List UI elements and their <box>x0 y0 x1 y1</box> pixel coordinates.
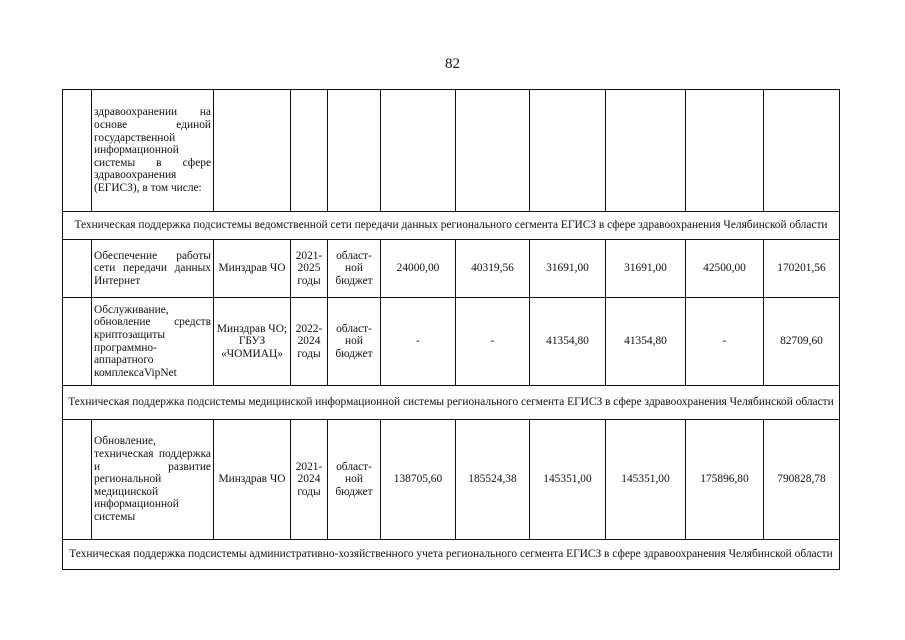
period-cell: 2021-2025 годы <box>291 240 328 298</box>
value-cell: 31691,00 <box>530 240 606 298</box>
executor-cell: Минздрав ЧО <box>214 240 291 298</box>
executor-cell: Минздрав ЧО; ГБУЗ «ЧОМИАЦ» <box>214 298 291 386</box>
row-number-cell <box>63 420 92 540</box>
value-cell: 170201,56 <box>764 240 840 298</box>
value-cell: 31691,00 <box>606 240 686 298</box>
value-cell <box>530 90 606 212</box>
page-number: 82 <box>445 56 460 72</box>
source-cell: област-ной бюджет <box>328 420 381 540</box>
value-cell: 185524,38 <box>456 420 530 540</box>
value-cell <box>381 90 456 212</box>
section-row <box>63 386 840 420</box>
row-number-cell <box>63 298 92 386</box>
value-cell: - <box>381 298 456 386</box>
executor-cell <box>214 90 291 212</box>
period-cell: 2022-2024 годы <box>291 298 328 386</box>
value-cell: 82709,60 <box>764 298 840 386</box>
value-cell: 41354,80 <box>530 298 606 386</box>
value-cell: 145351,00 <box>606 420 686 540</box>
item-name: Обновление, техническая поддержка и развитие региональной медицинской информационной системы <box>92 420 214 540</box>
value-cell: 42500,00 <box>686 240 764 298</box>
section-title: Техническая поддержка подсистемы административно-хозяйственного учета регионального сегмента ЕГИСЗ в сфере здравоохранения Челябинской области <box>63 540 840 570</box>
value-cell <box>686 90 764 212</box>
program-table <box>62 89 840 570</box>
value-cell: 138705,60 <box>381 420 456 540</box>
table-row <box>63 298 840 386</box>
value-cell: 790828,78 <box>764 420 840 540</box>
value-cell: 175896,80 <box>686 420 764 540</box>
table-row <box>63 90 840 212</box>
source-cell <box>328 90 381 212</box>
source-cell: област-ной бюджет <box>328 298 381 386</box>
value-cell: 24000,00 <box>381 240 456 298</box>
executor-cell: Минздрав ЧО <box>214 420 291 540</box>
section-title: Техническая поддержка подсистемы медицинской информационной системы регионального сегмента ЕГИСЗ в сфере здравоохранения Челябинской области <box>63 386 840 420</box>
period-cell <box>291 90 328 212</box>
value-cell <box>456 90 530 212</box>
value-cell: 41354,80 <box>606 298 686 386</box>
item-name: здравоохранении на основе единой государственной информационной системы в сфере здравоохранения (ЕГИСЗ), в том числе: <box>92 90 214 212</box>
row-number-cell <box>63 90 92 212</box>
table-row <box>63 420 840 540</box>
value-cell <box>764 90 840 212</box>
period-cell: 2021-2024 годы <box>291 420 328 540</box>
section-row <box>63 540 840 570</box>
value-cell: - <box>686 298 764 386</box>
row-number-cell <box>63 240 92 298</box>
value-cell: - <box>456 298 530 386</box>
value-cell <box>606 90 686 212</box>
value-cell: 145351,00 <box>530 420 606 540</box>
source-cell: област-ной бюджет <box>328 240 381 298</box>
value-cell: 40319,56 <box>456 240 530 298</box>
section-title: Техническая поддержка подсистемы ведомственной сети передачи данных регионального сегмента ЕГИСЗ в сфере здравоохранения Челябинской области <box>63 212 840 240</box>
table-row <box>63 240 840 298</box>
section-row <box>63 212 840 240</box>
item-name: Обслуживание, обновление средств криптозащиты программно-аппаратного комплексаVipNet <box>92 298 214 386</box>
item-name: Обеспечение работы сети передачи данных Интернет <box>92 240 214 298</box>
